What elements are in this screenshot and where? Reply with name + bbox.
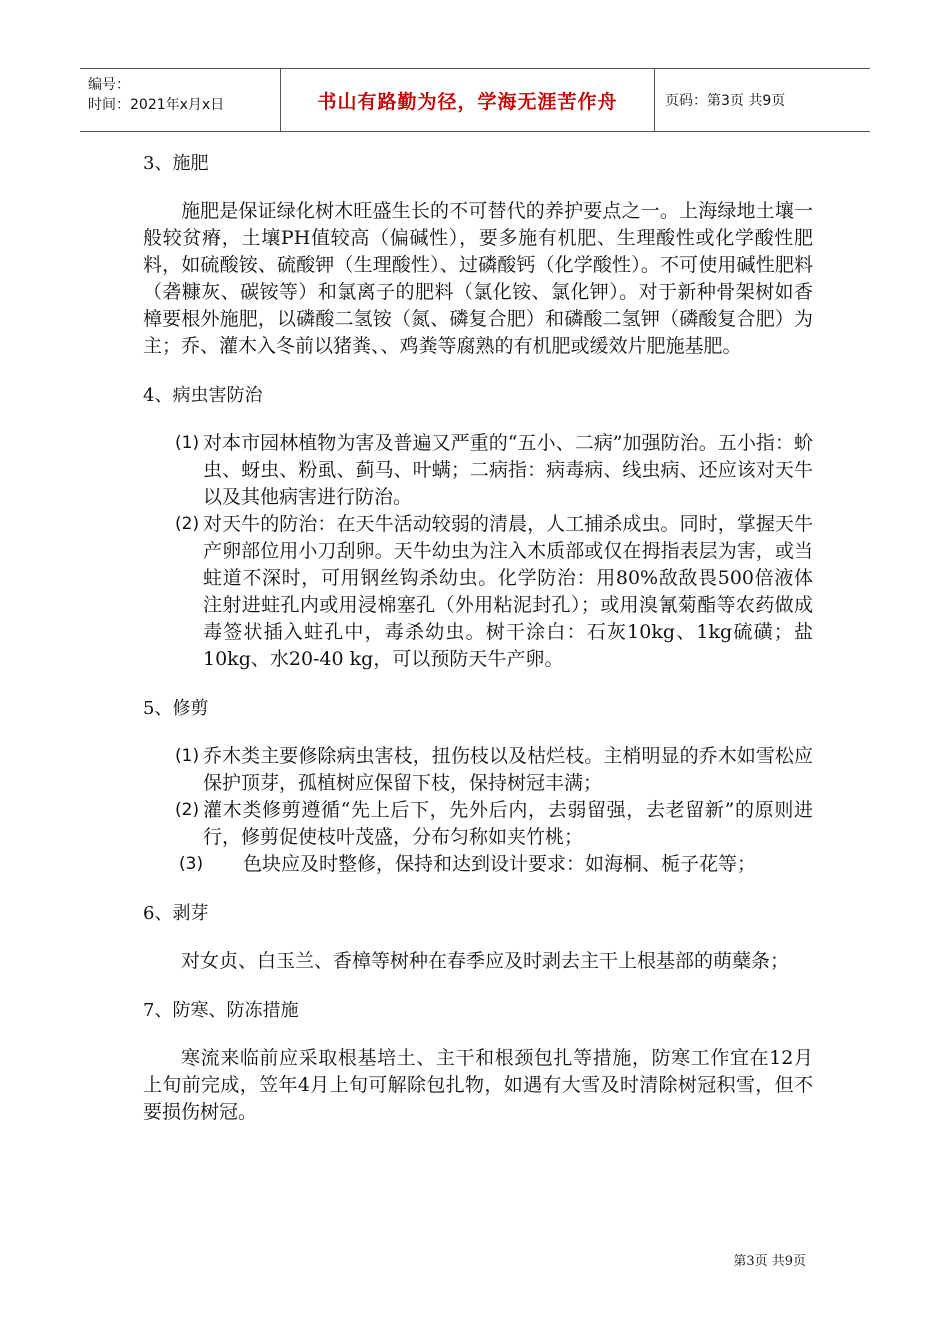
section-paragraph-cold-protection: 寒流来临前应采取根基培土、主干和根颈包扎等措施，防寒工作宜在12月上旬前完成，笠年4月上旬可解除包扎物，如遇有大雪及时清除树冠积雪，但不要损伤树冠。 [143,1047,813,1123]
section-heading-fertilizing: 3、施肥 [143,153,209,174]
list-item-text: 对本市园林植物为害及普遍又严重的“五小、二病”加强防治。五小指：蚧虫、蚜虫、粉虱、蓟马、叶螨；二病指：病毒病、线虫病、还应该对天牛以及其他病害进行防治。 [203,432,813,508]
list-item [143,851,813,878]
list-item [143,743,813,797]
list-item-number: (1) [175,433,200,453]
pest-control-list [143,430,813,673]
list-item-number: (2) [175,800,200,820]
page-footer: 第3页 共9页 [733,1254,806,1269]
header-page-info: 页码：第3页 共9页 [665,93,786,109]
document-time-label: 时间：2021年x月x日 [88,97,225,113]
section-heading-cold-protection: 7、防寒、防冻措施 [143,1000,299,1021]
section-heading-pruning: 5、修剪 [143,698,209,719]
list-item [143,797,813,851]
list-item-text: 灌木类修剪遵循“先上后下，先外后内，去弱留强，去老留新”的原则进行，修剪促使枝叶茂盛，分布匀称如夹竹桃； [203,799,813,848]
list-item-number: (1) [175,746,200,766]
section-paragraph-bud-removal: 对女贞、白玉兰、香樟等树种在春季应及时剥去主干上根基部的萌蘖条； [181,950,790,972]
header-motto: 书山有路勤为径，学海无涯苦作舟 [281,69,655,131]
section-heading-bud-removal: 6、剥芽 [143,903,209,924]
list-item-number: (3) [179,854,204,874]
pruning-list [143,743,813,878]
section-heading-pest-control: 4、病虫害防治 [143,385,263,406]
list-item-text: 乔木类主要修除病虫害枝，扭伤枝以及枯烂枝。主梢明显的乔木如雪松应保护顶芽，孤植树应保留下枝，保持树冠丰满； [203,745,813,794]
document-body [143,150,813,1126]
list-item [143,511,813,673]
list-item-number: (2) [175,514,200,534]
list-item-text: 对天牛的防治：在天牛活动较弱的清晨，人工捕杀成虫。同时，掌握天牛产卵部位用小刀刮卵。天牛幼虫为注入木质部或仅在拇指表层为害，或当蛀道不深时，可用钢丝钩杀幼虫。化学防治：用80%敌敌畏500倍液体注射进蛀孔内或用浸棉塞孔（外用粘泥封孔）；或用溴氰菊酯等农药做成毒签状插入蛀孔中，毒杀幼虫。树干涂白：石灰10kg、1kg硫磺；盐10kg、水20-40 kg，可以预防天牛产卵。 [203,513,813,670]
page-header [80,68,870,132]
list-item [143,430,813,511]
document-number-label: 编号： [88,77,130,93]
header-meta [80,69,281,131]
list-item-text: 色块应及时整修，保持和达到设计要求：如海桐、栀子花等； [243,853,757,875]
section-paragraph-fertilizing: 施肥是保证绿化树木旺盛生长的不可替代的养护要点之一。上海绿地土壤一般较贫瘠，土壤PH值较高（偏碱性），要多施有机肥、生理酸性或化学酸性肥料，如硫酸铵、硫酸钾（生理酸性）、过磷酸钙（化学酸性）。不可使用碱性肥料（砻糠灰、碳铵等）和氯离子的肥料（氯化铵、氯化钾）。对于新种骨架树如香樟要根外施肥，以磷酸二氢铵（氮、磷复合肥）和磷酸二氢钾（磷酸复合肥）为主；乔、灌木入冬前以猪粪、、鸡粪等腐熟的有机肥或缓效片肥施基肥。 [143,200,813,357]
